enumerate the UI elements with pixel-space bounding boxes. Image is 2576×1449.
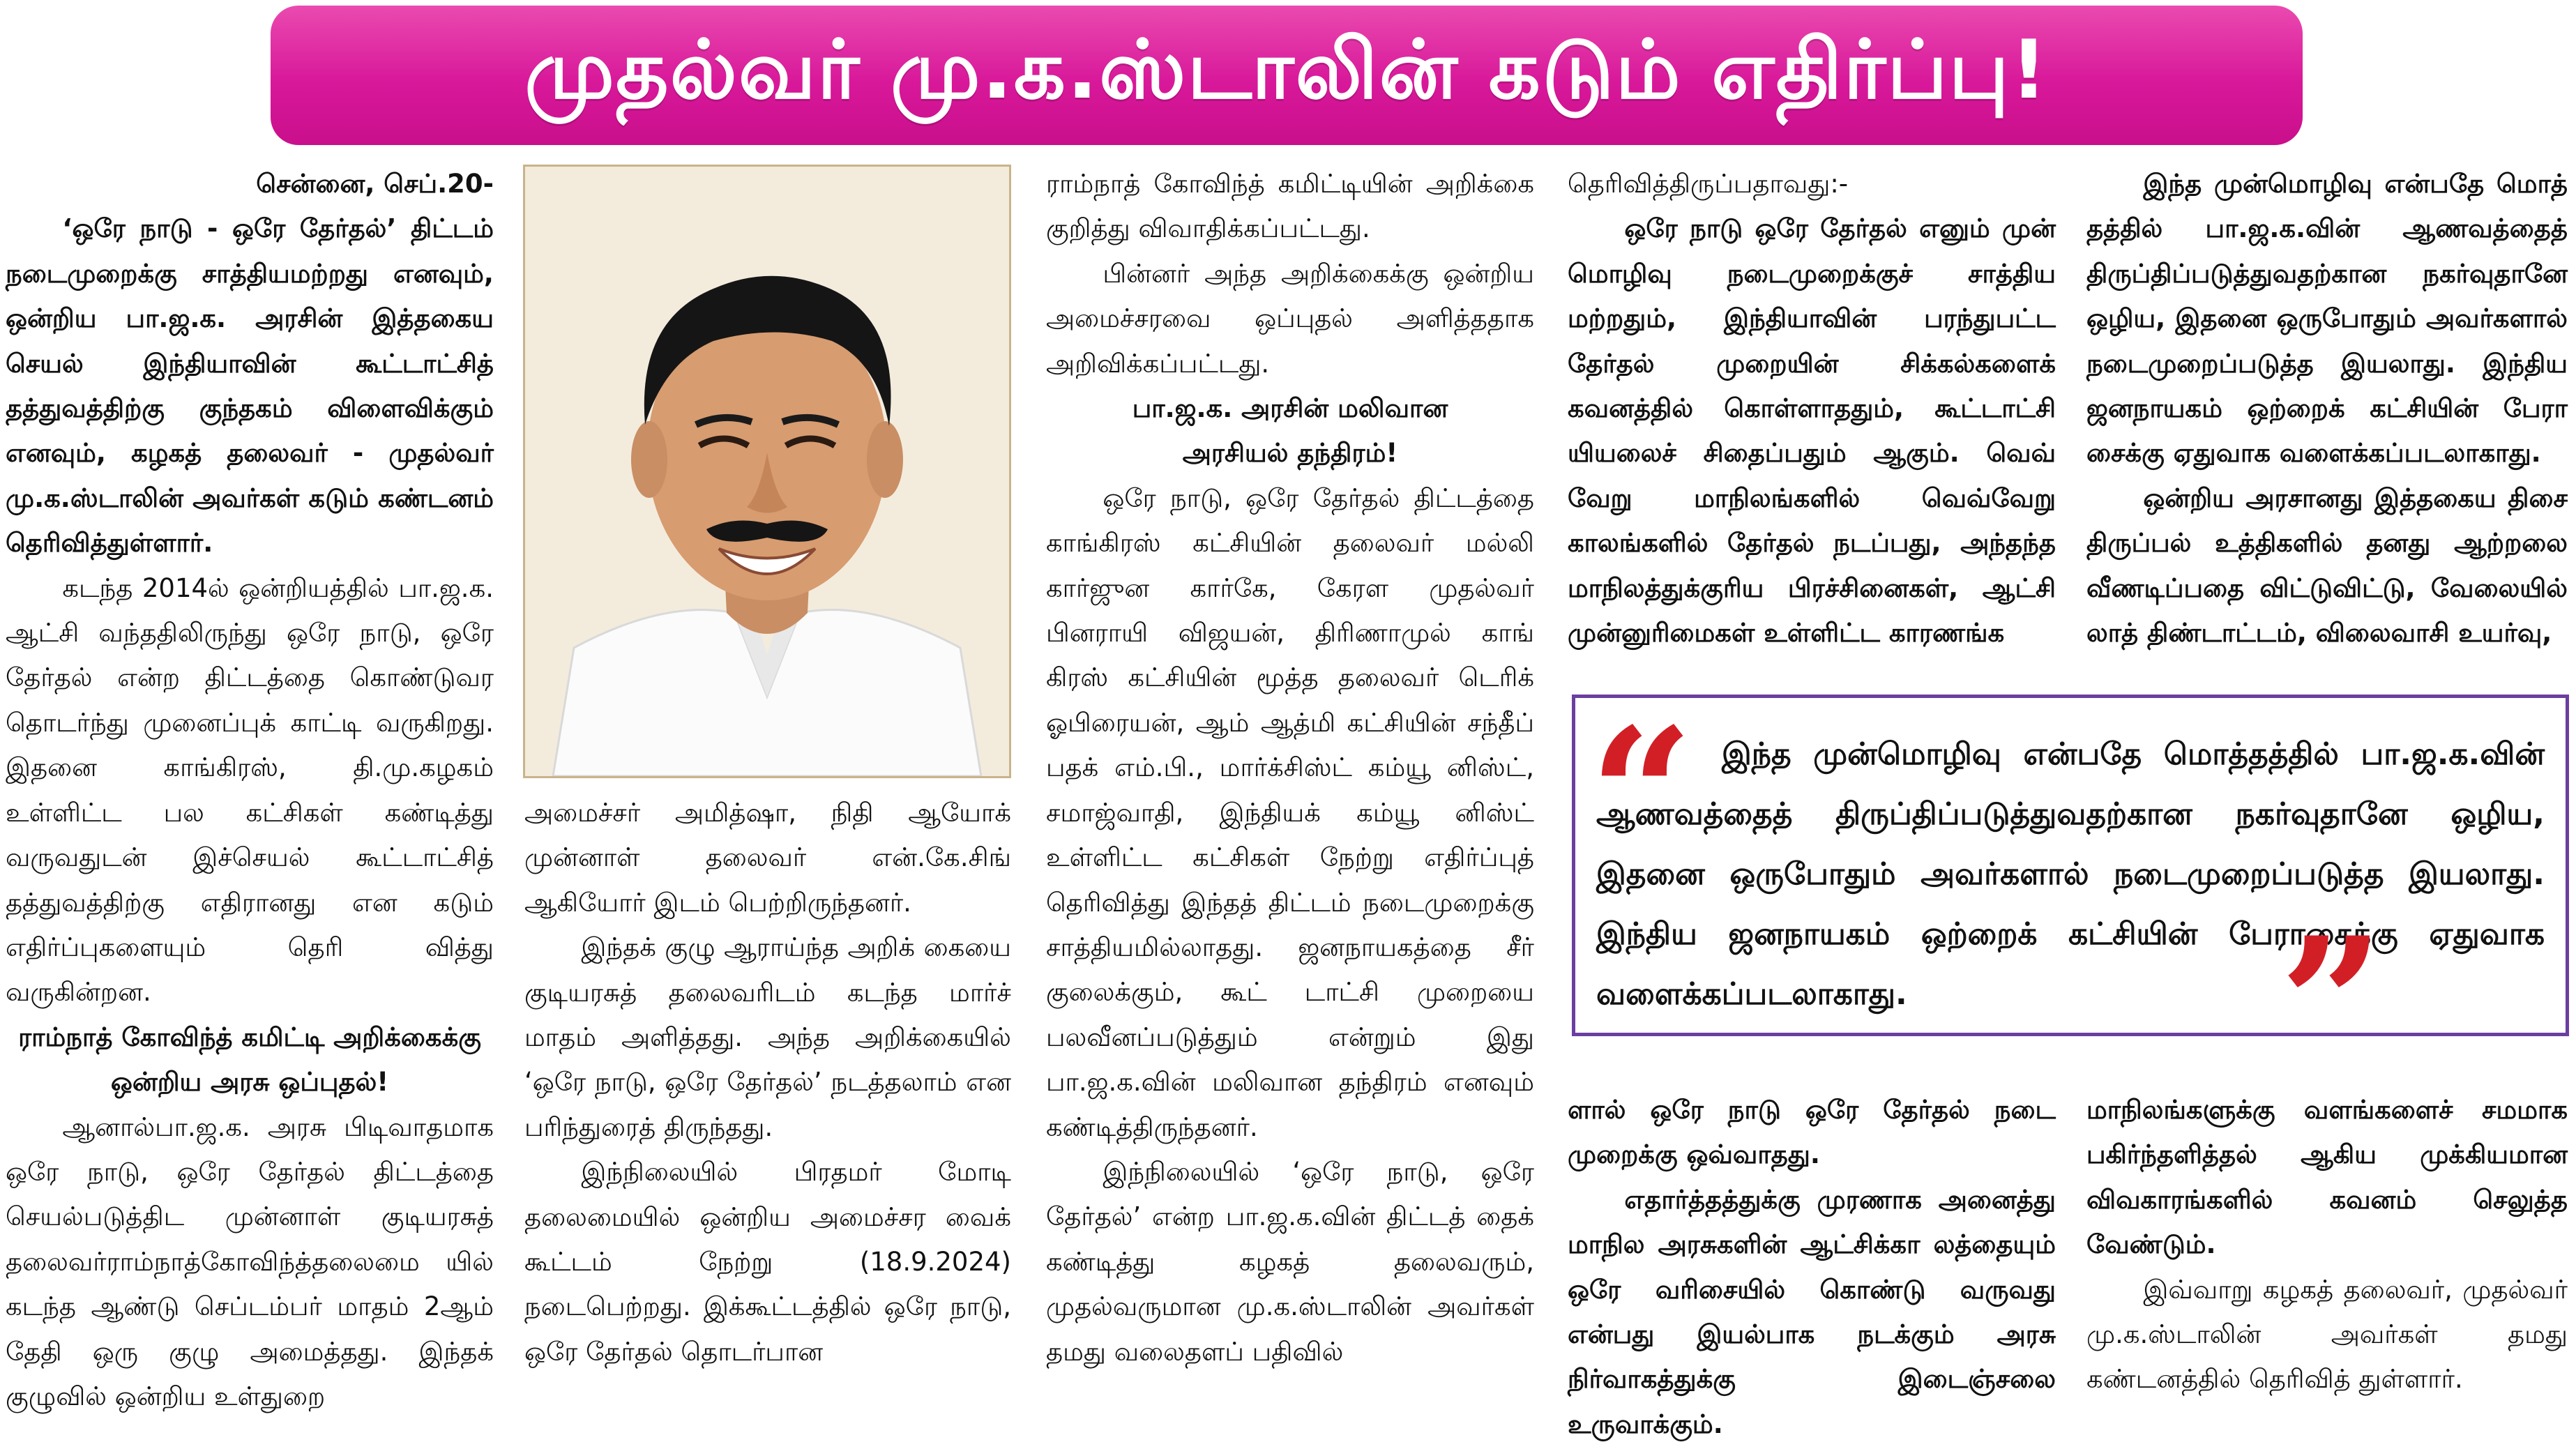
col1-subhead-line-2: ஒன்றிய அரசு ஒப்புதல்! — [110, 1067, 389, 1098]
col4-paragraph-3: எதார்த்தத்துக்கு முரணாக அனைத்து மாநில அரசுகளின் ஆட்சிக்கா லத்தையும் ஒரே வரிசையில் கொண்டு வருவது என்பது இயல்பாக நடக்கும் அரசு நிர்வாகத்துக்கு இடைஞ்சலை உருவாக்கும். — [1568, 1184, 2056, 1439]
col5-paragraph-1: இந்த முன்மொழிவு என்பதே மொத் தத்தில் பா.ஜ.க.வின் ஆணவத்தைத் திருப்திப்படுத்துவதற்கான நகர்வுதானே ஒழிய, இதனை ஒருபோதும் அவர்களால் நடைமுறைப்படுத்த இயலாது. இந்திய ஜனநாயகம் ஒற்றைக் கட்சியின் பேரா சைக்கு ஏதுவாக வளைக்கப்படலாகாது. — [2086, 169, 2568, 469]
intro-paragraph: ‘ஒரே நாடு - ஒரே தேர்தல்’ திட்டம் நடைமுறைக்கு சாத்தியமற்றது எனவும், ஒன்றிய பா.ஜ.க. அரசின் இத்தகைய செயல் இந்தியாவின் கூட்டாட்சித் தத்துவத்திற்கு குந்தகம் விளைவிக்கும் எனவும், கழகத் தலைவர் - முதல்வர் மு.க.ஸ்டாலின் அவர்கள் கடும் கண்டனம் தெரிவித்துள்ளார். — [6, 213, 494, 559]
column-5-top — [2086, 162, 2568, 655]
col1-paragraph-1: கடந்த 2014ல் ஒன்றியத்தில் பா.ஜ.க. ஆட்சி வந்ததிலிருந்து ஒரே நாடு, ஒரே தேர்தல் என்ற திட்டத்தை கொண்டுவர தொடர்ந்து முனைப்புக் காட்டி வருகிறது. இதனை காங்கிரஸ், தி.மு.கழகம் உள்ளிட்ட பல கட்சிகள் கண்டித்து வருவதுடன் இச்செயல் கூட்டாட்சித் தத்துவத்திற்கு எதிரானது என கடும் எதிர்ப்புகளையும் தெரி வித்து வருகின்றன. — [6, 572, 494, 1008]
col3-subhead-line-1: பா.ஜ.க. அரசின் மலிவான — [1132, 393, 1448, 424]
col4-lead: தெரிவித்திருப்பதாவது:- — [1568, 169, 1849, 199]
col1-subhead-line-1: ராம்நாத் கோவிந்த் கமிட்டி அறிக்கைக்கு — [18, 1022, 481, 1052]
col3-paragraph-3: ஒரே நாடு, ஒரே தேர்தல் திட்டத்தை காங்கிரஸ் கட்சியின் தலைவர் மல்லி கார்ஜுன கார்கே, கேரள முதல்வர் பினராயி விஜயன், திரிணாமுல் காங் கிரஸ் கட்சியின் மூத்த தலைவர் டெரிக் ஓபிரையன், ஆம் ஆத்மி கட்சியின் சந்தீப் பதக் எம்.பி., மார்க்சிஸ்ட் கம்யூ னிஸ்ட், சமாஜ்வாதி, இந்தியக் கம்யூ னிஸ்ட் உள்ளிட்ட கட்சிகள் நேற்று எதிர்ப்புத் தெரிவித்து இந்தத் திட்டம் நடைமுறைக்கு சாத்தியமில்லாதது. ஜனநாயகத்தை சீர் குலைக்கும், கூட் டாட்சி முறையை பலவீனப்படுத்தும் என்றும் இது பா.ஜ.க.வின் மலிவான தந்திரம் எனவும் கண்டித்திருந்தனர். — [1046, 483, 1534, 1142]
column-2 — [524, 791, 1011, 1374]
col2-paragraph-3: இந்நிலையில் பிரதமர் மோடி தலைமையில் ஒன்றிய அமைச்சர வைக் கூட்டம் நேற்று (18.9.2024) நடைபெற்றது. இக்கூட்டத்தில் ஒரே நாடு, ஒரே தேர்தல் தொடர்பான — [524, 1157, 1011, 1367]
dateline: சென்னை, செப்.20- — [256, 169, 494, 199]
col4-paragraph-2: ளால் ஒரே நாடு ஒரே தேர்தல் நடை முறைக்கு ஒவ்வாதது. — [1568, 1095, 2056, 1170]
col3-paragraph-1: ராம்நாத் கோவிந்த் கமிட்டியின் அறிக்கை குறித்து விவாதிக்கப்பட்டது. — [1046, 169, 1534, 244]
open-quote-mark: “ — [1589, 689, 1694, 902]
col5-paragraph-4: இவ்வாறு கழகத் தலைவர், முதல்வர் மு.க.ஸ்டாலின் அவர்கள் தமது கண்டனத்தில் தெரிவித் துள்ளார். — [2086, 1274, 2568, 1395]
col5-paragraph-3: மாநிலங்களுக்கு வளங்களைச் சமமாக பகிர்ந்தளித்தல் ஆகிய முக்கியமான விவகாரங்களில் கவனம் செலுத்த வேண்டும். — [2086, 1095, 2568, 1260]
portrait-photo — [523, 165, 1011, 778]
col1-paragraph-2: ஆனால்பா.ஜ.க. அரசு பிடிவாதமாக ஒரே நாடு, ஒரே தேர்தல் திட்டத்தை செயல்படுத்திட முன்னாள் குடியரசுத் தலைவர்ராம்நாத்கோவிந்த்தலைமை யில் கடந்த ஆண்டு செப்டம்பர் மாதம் 2ஆம் தேதி ஒரு குழு அமைத்தது. இந்தக் குழுவில் ஒன்றிய உள்துறை — [6, 1112, 494, 1411]
col3-paragraph-4: இந்நிலையில் ‘ஒரே நாடு, ஒரே தேர்தல்’ என்ற பா.ஜ.க.வின் திட்டத் தைக் கண்டித்து கழகத் தலைவரும், முதல்வருமான மு.க.ஸ்டாலின் அவர்கள் தமது வலைதளப் பதிவில் — [1046, 1156, 1534, 1367]
col3-paragraph-2: பின்னர் அந்த அறிக்கைக்கு ஒன்றிய அமைச்சரவை ஒப்புதல் அளித்ததாக அறிவிக்கப்பட்டது. — [1046, 258, 1534, 379]
pull-quote-text: இந்த முன்மொழிவு என்பதே மொத்தத்தில் பா.ஜ.க.வின் ஆணவத்தைத் திருப்திப்படுத்துவதற்கான நகர்வுதானே ஒழிய, இதனை ஒருபோதும் அவர்களால் நடைமுறைப்படுத்த இயலாது. இந்திய ஜனநாயகம் ஒற்றைக் கட்சியின் பேராசைக்கு ஏதுவாக வளைக்கப்படலாகாது. — [1596, 736, 2545, 1012]
col4-paragraph-1: ஒரே நாடு ஒரே தேர்தல் எனும் முன் மொழிவு நடைமுறைக்குச் சாத்திய மற்றதும், இந்தியாவின் பரந்துபட்ட தேர்தல் முறையின் சிக்கல்களைக் கவனத்தில் கொள்ளாததும், கூட்டாட்சி யியலைச் சிதைப்பதும் ஆகும். வெவ் வேறு மாநிலங்களில் வெவ்வேறு காலங்களில் தேர்தல் நடப்பது, அந்தந்த மாநிலத்துக்குரிய பிரச்சினைகள், ஆட்சி முன்னுரிமைகள் உள்ளிட்ட காரணங்க — [1568, 213, 2056, 648]
col2-paragraph-1: அமைச்சர் அமித்ஷா, நிதி ஆயோக் முன்னாள் தலைவர் என்.கே.சிங் ஆகியோர் இடம் பெற்றிருந்தனர். — [524, 798, 1011, 918]
col5-paragraph-2: ஒன்றிய அரசானது இத்தகைய திசை திருப்பல் உத்திகளில் தனது ஆற்றலை வீணடிப்பதை விட்டுவிட்டு, வேலையில் லாத் திண்டாட்டம், விலைவாசி உயர்வு, — [2086, 483, 2568, 648]
column-5-bottom — [2086, 1088, 2568, 1402]
column-1 — [6, 162, 494, 1419]
headline-banner — [271, 6, 2303, 145]
col3-subhead-line-2: அரசியல் தந்திரம்! — [1182, 438, 1398, 469]
column-3 — [1046, 162, 1534, 1374]
headline: முதல்வர் மு.க.ஸ்டாலின் கடும் எதிர்ப்பு! — [524, 22, 2049, 117]
col2-paragraph-2: இந்தக் குழு ஆராய்ந்த அறிக் கையை குடியரசுத் தலைவரிடம் கடந்த மார்ச் மாதம் அளித்தது. அந்த அறிக்கையில் ‘ஒரே நாடு, ஒரே தேர்தல்’ நடத்தலாம் என பரிந்துரைத் திருந்தது. — [524, 932, 1011, 1142]
column-4-bottom — [1568, 1088, 2056, 1447]
column-4-top — [1568, 162, 2056, 655]
pull-quote-box — [1572, 689, 2569, 1111]
portrait-illustration — [525, 167, 1009, 776]
close-quote-mark: ” — [2280, 898, 2384, 1111]
